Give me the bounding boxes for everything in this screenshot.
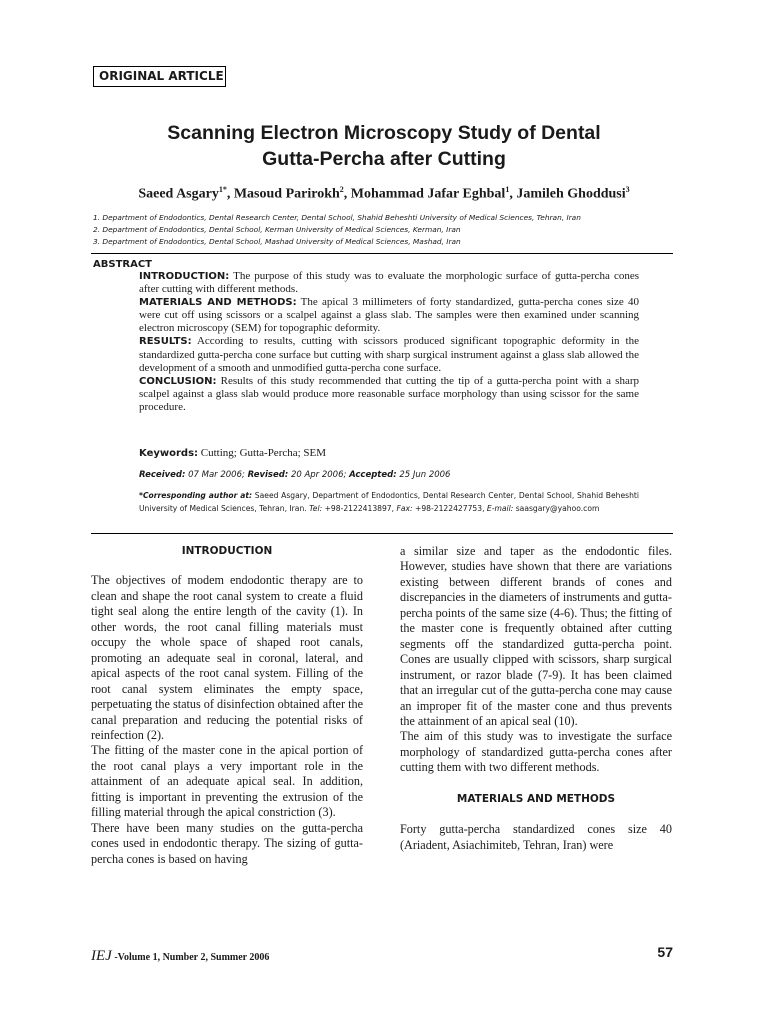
- keywords-value: Cutting; Gutta-Percha; SEM: [200, 447, 327, 459]
- divider: [91, 253, 673, 254]
- author-name: Saeed Asgary: [138, 186, 219, 202]
- body-column-right: [400, 544, 672, 853]
- keywords-label: Keywords:: [139, 448, 199, 459]
- tel-value: +98-2122413897,: [324, 503, 395, 513]
- author-list: Saeed Asgary$^{1*}$, Masoud Parirokh$^2$, Mohammad Jafar Eghbal$^1$, Jamileh Ghoddusi$^3$: [138, 185, 630, 202]
- abstract-section-text: Results of this study recommended that cutting the tip of a gutta-percha point with a sharp scalpel against a glass slab would produce more reasonable surface morphology than using scissor for the same procedure.: [139, 374, 640, 413]
- corresponding-label: *Corresponding author at: [139, 491, 250, 500]
- body-paragraph: The objectives of modem endodontic therapy are to clean and shape the root canal system to create a fluid tight seal along the entire length of the cavity (1). In other words, the root canal filling materials must occupy the whole space of shaped root canals, promoting an adequate seal in coronal, lateral, and apical aspects of the root canal system. Filling of the root canal system eliminates the empty space, perpetuating the status of disinfection obtained after the canal preparation and reducing the potential risks of reinfection (2).: [91, 573, 363, 742]
- footer-journal-info: [91, 948, 269, 965]
- author-affiliation-mark: 1: [505, 185, 510, 194]
- fax-value: +98-2122427753,: [414, 503, 485, 513]
- body-paragraph: There have been many studies on the gutta-percha cones used in endodontic therapy. The sizing of gutta-percha cones is based on having: [91, 820, 363, 866]
- author-affiliation-mark: 1*: [218, 185, 227, 194]
- body-column-left: [91, 544, 363, 867]
- abstract-section-text: According to results, cutting with scissors produced significant topographic deformity in the standardized gutta-percha cone surface but cutting with sharp surgical instrument against a glass slab allowed the development of a smooth and unmodified gutta-percha cone surface.: [139, 335, 639, 374]
- abstract-section-heading: CONCLUSION:: [139, 375, 217, 387]
- title-line-1: Scanning Electron Microscopy Study of Dental: [167, 122, 601, 144]
- keywords-line: [139, 447, 639, 459]
- abstract-heading: ABSTRACT: [93, 259, 152, 270]
- body-paragraph: a similar size and taper as the endodontic files. However, studies have shown that there are variations existing between different brands of cones and discrepancies in the diameters of instruments and gutta-percha points of the same size (4-6). Thus; the fitting of the master cone is frequently obtained after cutting segments off the standardized gutta-percha point. Cones are usually clipped with scissors, sharp surgical instrument, or razor blade (7-9). It has been claimed that an irregular cut of the gutta-percha cone may cause an improper fit of the master cone and thus prevents the attainment of an apical seal (10).: [400, 544, 672, 728]
- email-link[interactable]: saasgary@yahoo.com: [515, 503, 600, 513]
- abstract-body: [139, 270, 639, 414]
- revised-label: Revised:: [247, 470, 289, 480]
- corresponding-address: Saeed Asgary, Department of Endodontics, Dental Research Center, Dental School, Shahid Beheshti University of Medical Sciences, Tehran, Iran.: [139, 491, 639, 513]
- abstract-section-text: The apical 3 millimeters of forty standardized, gutta-percha cones size 40 were cut off using scissors or a scalpel against a glass slab. The samples were then examined under scanning electron microscopy (SEM) for topographic deformity.: [139, 296, 639, 335]
- revised-date: 20 Apr 2006;: [290, 470, 347, 480]
- accepted-date: 25 Jun 2006: [399, 470, 451, 480]
- abstract-section-text: The purpose of this study was to evaluate the morphologic surface of gutta-percha cones after cutting with different methods.: [139, 270, 639, 296]
- affiliation-list: [93, 212, 693, 249]
- abstract-section-heading: MATERIALS AND METHODS:: [139, 297, 297, 309]
- abstract-results: [139, 335, 639, 374]
- article-type-label: ORIGINAL ARTICLE: [93, 66, 226, 87]
- abstract-conclusion: [139, 375, 639, 414]
- affiliation-item: 3. Department of Endodontics, Dental School, Mashad University of Medical Sciences, Mashad, Iran: [93, 237, 461, 247]
- abstract-methods: [139, 296, 639, 335]
- title-line-2: Gutta-Percha after Cutting: [262, 148, 506, 170]
- author-name: Masoud Parirokh: [233, 186, 340, 202]
- received-date: 07 Mar 2006;: [188, 470, 245, 480]
- abstract-section-heading: RESULTS:: [139, 336, 192, 348]
- section-heading-introduction: INTRODUCTION: [181, 545, 273, 557]
- accepted-label: Accepted:: [349, 470, 397, 480]
- author-affiliation-mark: 3: [625, 185, 630, 194]
- abstract-section-heading: INTRODUCTION:: [139, 271, 230, 282]
- body-paragraph: Forty gutta-percha standardized cones size 40 (Ariadent, Asiachimiteb, Tehran, Iran) were: [400, 822, 672, 852]
- author-affiliation-mark: 2: [339, 185, 344, 194]
- body-paragraph: The aim of this study was to investigate the surface morphology of standardized gutta-percha cones after cutting them with two different methods.: [400, 729, 672, 775]
- journal-issue: -Volume 1, Number 2, Summer 2006: [114, 952, 270, 963]
- received-label: Received:: [139, 470, 186, 480]
- page-number: 57: [657, 944, 673, 960]
- article-title: [90, 120, 678, 172]
- divider: [91, 533, 673, 534]
- journal-abbrev: IEJ: [91, 948, 112, 964]
- corresponding-author: *Corresponding author at: Saeed Asgary, Department of Endodontics, Dental Research Center, Dental School, Shahid Beheshti University of Medical Sciences, Tehran, Iran. Tel: +98-2122413897, Fax: +98-2122427753, E-mail: saasgary@yahoo.com: [139, 491, 639, 513]
- section-heading-materials-methods: MATERIALS AND METHODS: [456, 792, 616, 805]
- body-paragraph: The fitting of the master cone in the apical portion of the root canal plays a very important role in the attainment of an adequate apical seal. In addition, fitting is important in preventing the extrusion of the filling material through the apical constriction (3).: [91, 743, 363, 820]
- affiliation-item: 1. Department of Endodontics, Dental Research Center, Dental School, Shahid Beheshti University of Medical Sciences, Tehran, Iran: [93, 213, 581, 222]
- tel-label: Tel:: [309, 503, 323, 513]
- author-name: Jamileh Ghoddusi: [516, 186, 626, 202]
- article-dates: [139, 470, 639, 480]
- fax-label: Fax:: [396, 503, 413, 513]
- affiliation-item: 2. Department of Endodontics, Dental School, Kerman University of Medical Sciences, Kerman, Iran: [93, 225, 461, 235]
- author-name: Mohammad Jafar Eghbal: [350, 186, 506, 202]
- email-label: E-mail:: [486, 503, 514, 513]
- abstract-introduction: [139, 270, 639, 296]
